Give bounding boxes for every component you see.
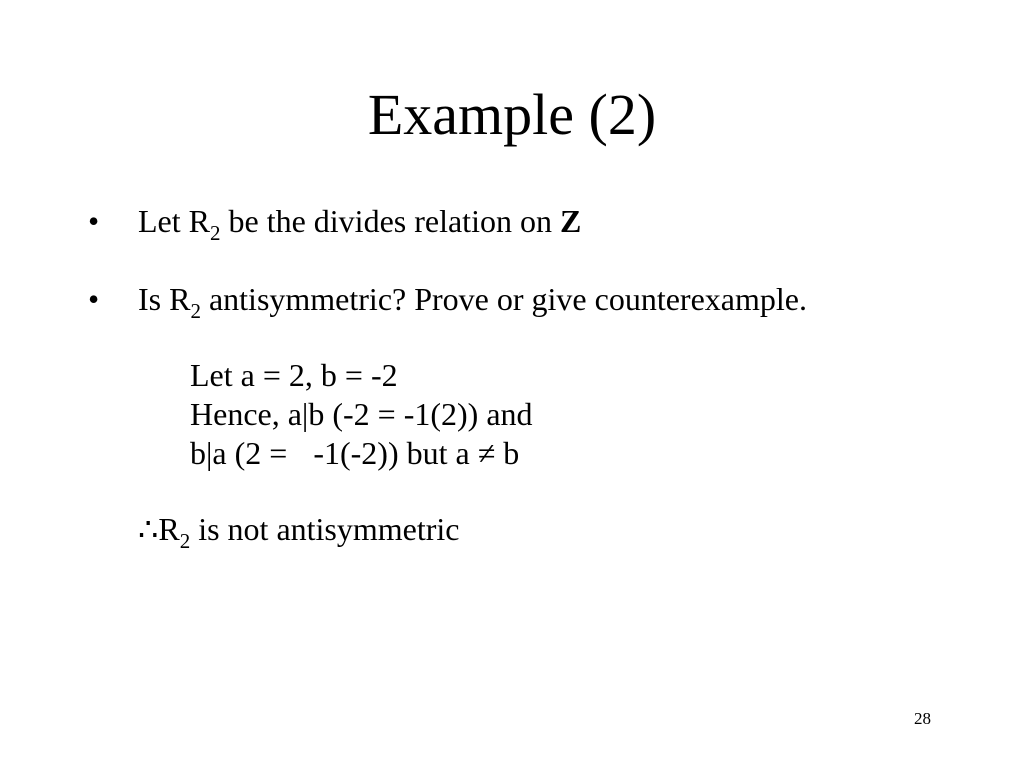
proof-line-part-one: b|a (2 =: [190, 435, 296, 471]
bullet-marker: •: [88, 203, 100, 239]
subscript: 2: [179, 529, 191, 553]
bullet-item-divides-relation: [88, 202, 581, 252]
slide-title: Example (2): [367, 82, 657, 147]
conclusion-text-start: R: [158, 511, 180, 547]
subscript: 2: [209, 221, 221, 245]
bullet-text-start: Let R: [138, 203, 210, 239]
proof-line-let: Let a = 2, b = -2: [190, 357, 398, 393]
integer-set-symbol: Z: [559, 203, 582, 239]
bullet-item-antisymmetric-question: [88, 280, 807, 330]
conclusion-text-end: is not antisymmetric: [190, 511, 460, 547]
page-number: 28: [914, 709, 931, 728]
subscript: 2: [190, 299, 201, 323]
therefore-symbol: ∴: [138, 511, 159, 547]
proof-line-hence: Hence, a|b (-2 = -1(2)) and: [190, 396, 533, 432]
conclusion-line: [138, 510, 460, 560]
proof-line-part-two: -1(-2)) but a ≠ b: [313, 435, 520, 471]
bullet-text-middle: be the divides relation on: [220, 203, 560, 239]
bullet-text-start: Is R: [138, 281, 191, 317]
bullet-text-end: antisymmetric? Prove or give counterexample.: [200, 281, 807, 317]
proof-line-but: [190, 434, 519, 472]
bullet-marker: •: [88, 281, 100, 317]
